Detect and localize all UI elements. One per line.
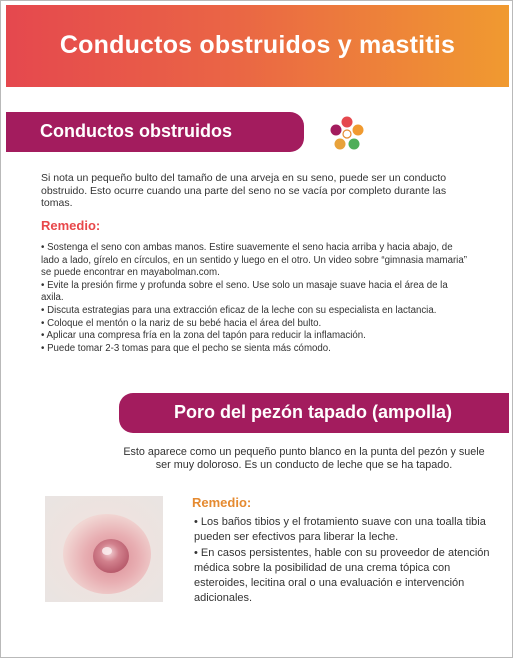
section1-remedy-list [41, 242, 473, 355]
page-header-banner [6, 5, 509, 87]
section2-remedy-label: Remedio: [192, 495, 252, 510]
section1-remedy-label: Remedio: [41, 218, 101, 233]
list-item: • Sostenga el seno con ambas manos. Estire suavemente el seno hacia arriba y hacia abajo, de lado a lado, gírelo en círculos, en un sentido y luego en el otro. Un video sobre “gimnasia mamaria” se puede encontrar en mayabolman.com. [41, 242, 467, 279]
list-item: • Puede tomar 2-3 tomas para que el pecho se sienta más cómodo. [41, 342, 331, 354]
section-heading-blocked-pore: Poro del pezón tapado (ampolla) [174, 402, 453, 422]
section-heading-bar-blocked-ducts [6, 112, 304, 152]
list-item: • En casos persistentes, hable con su proveedor de atención médica sobre la posibilidad de una crema tópica con esteroides, lecitina oral o una evaluación e intervención adicionales. [194, 546, 490, 605]
section-heading-blocked-ducts: Conductos obstruidos [40, 121, 232, 141]
list-item: • Los baños tibios y el frotamiento suave con una toalla tibia pueden ser efectivos para liberar la leche. [194, 516, 486, 544]
section1-intro-text: Si nota un pequeño bulto del tamaño de una arveja en su seno, puede ser un conducto obstruido. Esto ocurre cuando una parte del seno no se vacía por completo durante las tomas. [41, 172, 447, 209]
list-item: • Evite la presión firme y profunda sobre el seno. Use solo un masaje suave hacia el área de la axila. [41, 279, 448, 304]
list-item: • Discuta estrategias para una extracción eficaz de la leche con su especialista en lactancia. [41, 304, 437, 316]
list-item: • Coloque el mentón o la nariz de su bebé hacia el área del bulto. [41, 317, 322, 329]
section2-intro-text: Esto aparece como un pequeño punto blanco en la punta del pezón y suele ser muy doloroso. Es un conducto de leche que se ha tapado. [123, 446, 485, 471]
section-heading-bar-blocked-pore [119, 393, 509, 433]
nipple-bleb-photo [45, 496, 163, 602]
list-item: • Aplicar una compresa fría en la zona del tapón para reducir la inflamación. [41, 330, 366, 342]
page-title: Conductos obstruidos y mastitis [59, 31, 456, 59]
section2-remedy-list [194, 515, 492, 607]
organization-logo-icon [328, 115, 366, 153]
